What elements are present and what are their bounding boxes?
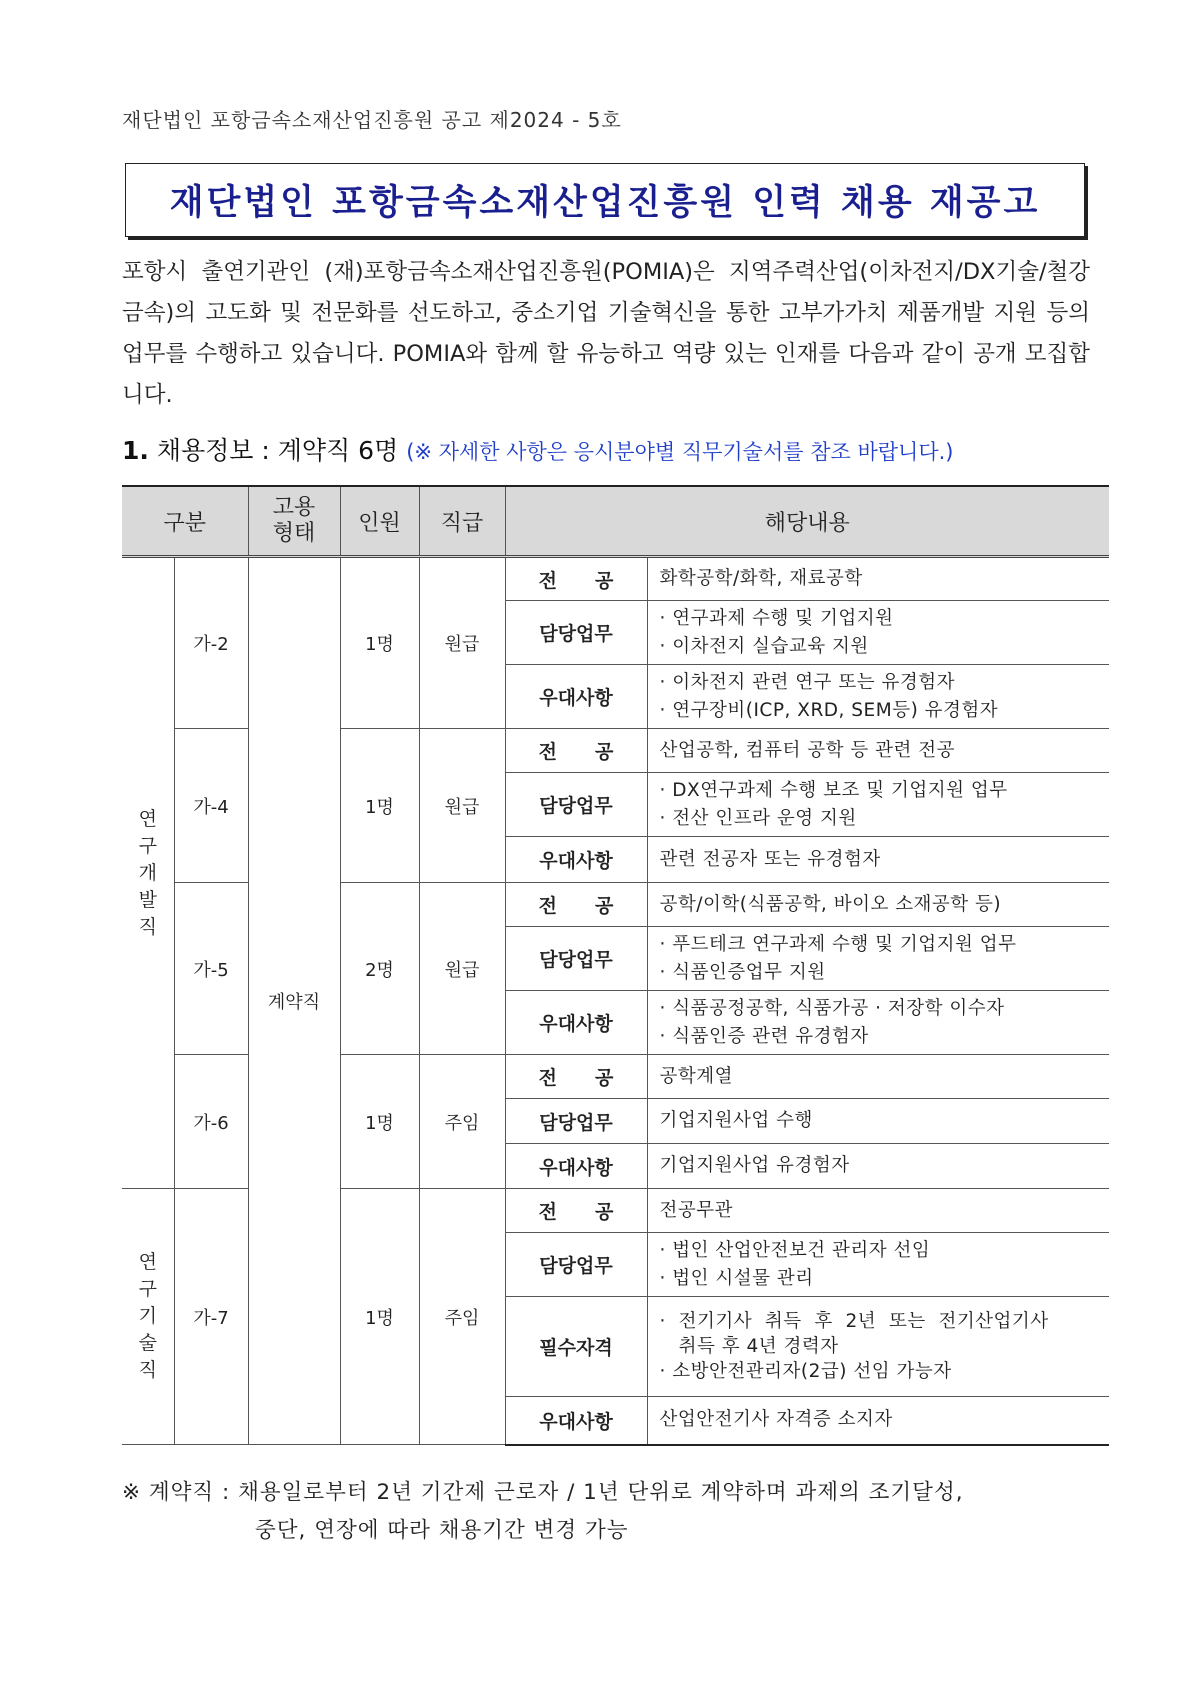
label-major: 전 공 [505, 557, 647, 601]
grade: 주임 [419, 1055, 505, 1189]
recruit-table [122, 485, 1109, 1446]
major-value: 산업공학, 컴퓨터 공학 등 관련 전공 [647, 729, 1109, 773]
grade: 원급 [419, 729, 505, 883]
table-row [122, 557, 1109, 601]
label-required: 필수자격 [505, 1297, 647, 1397]
notice-number: 재단법인 포항금속소재산업진흥원 공고 제2024 - 5호 [122, 108, 622, 132]
major-value: 공학계열 [647, 1055, 1109, 1099]
duties-value: · 푸드테크 연구과제 수행 및 기업지원 업무 · 식품인증업무 지원 [647, 927, 1109, 991]
label-duties: 담당업무 [505, 601, 647, 665]
label-duties: 담당업무 [505, 773, 647, 837]
position-code: 가-2 [174, 557, 248, 729]
header-category: 구분 [122, 486, 248, 557]
headcount: 1명 [340, 557, 419, 729]
headcount: 1명 [340, 1189, 419, 1445]
title-box [125, 163, 1085, 237]
label-preferred: 우대사항 [505, 837, 647, 883]
headcount: 1명 [340, 729, 419, 883]
label-major: 전 공 [505, 883, 647, 927]
grade: 주임 [419, 1189, 505, 1445]
required-value: · 전기기사 취득 후 2년 또는 전기산업기사 취득 후 4년 경력자 · 소방안전관리자(2급) 선임 가능자 [647, 1297, 1109, 1397]
header-details: 해당내용 [505, 486, 1109, 557]
label-preferred: 우대사항 [505, 991, 647, 1055]
label-preferred: 우대사항 [505, 1144, 647, 1189]
header-employment-type: 고용 형태 [248, 486, 340, 557]
intro-paragraph: 포항시 출연기관인 (재)포항금속소재산업진흥원(POMIA)은 지역주력산업(이차전지/DX기술/철강금속)의 고도화 및 전문화를 선도하고, 중소기업 기술혁신을 통한 고부가가치 제품개발 지원 등의 업무를 수행하고 있습니다. POMIA와 함께 할 유능하고 역량 있는 인재를 다음과 같이 공개 모집합니다. [122, 259, 1090, 408]
label-major: 전 공 [505, 1055, 647, 1099]
headcount: 1명 [340, 1055, 419, 1189]
label-preferred: 우대사항 [505, 665, 647, 729]
duties-value: · 연구과제 수행 및 기업지원 · 이차전지 실습교육 지원 [647, 601, 1109, 665]
preferred-value: 관련 전공자 또는 유경험자 [647, 837, 1109, 883]
label-duties: 담당업무 [505, 1099, 647, 1144]
preferred-value: 기업지원사업 유경험자 [647, 1144, 1109, 1189]
duties-value: 기업지원사업 수행 [647, 1099, 1109, 1144]
position-code: 가-7 [174, 1189, 248, 1445]
duties-value: · 법인 산업안전보건 관리자 선임 · 법인 시설물 관리 [647, 1233, 1109, 1297]
group-research-dev: 연 구 개 발 직 [122, 557, 174, 1189]
label-duties: 담당업무 [505, 1233, 647, 1297]
preferred-value: · 이차전지 관련 연구 또는 유경험자 · 연구장비(ICP, XRD, SEM등) 유경험자 [647, 665, 1109, 729]
employment-type: 계약직 [248, 557, 340, 1445]
label-preferred: 우대사항 [505, 1397, 647, 1445]
preferred-value: 산업안전기사 자격증 소지자 [647, 1397, 1109, 1445]
header-headcount: 인원 [340, 486, 419, 557]
page-title: 재단법인 포항금속소재산업진흥원 인력 채용 재공고 [169, 182, 1041, 223]
major-value: 전공무관 [647, 1189, 1109, 1233]
group-research-tech: 연 구 기 술 직 [122, 1189, 174, 1445]
position-code: 가-4 [174, 729, 248, 883]
label-major: 전 공 [505, 729, 647, 773]
section-note: (※ 자세한 사항은 응시분야별 직무기술서를 참조 바랍니다.) [406, 440, 954, 464]
preferred-value: · 식품공정공학, 식품가공 · 저장학 이수자 · 식품인증 관련 유경험자 [647, 991, 1109, 1055]
footnote-line-1: ※ 계약직 : 채용일로부터 2년 기간제 근로자 / 1년 단위로 계약하며 과제의 조기달성, [122, 1480, 964, 1505]
major-value: 화학공학/화학, 재료공학 [647, 557, 1109, 601]
position-code: 가-6 [174, 1055, 248, 1189]
headcount: 2명 [340, 883, 419, 1055]
grade: 원급 [419, 883, 505, 1055]
table-header-row [122, 486, 1109, 557]
section-title: 채용정보 : 계약직 6명 [156, 436, 399, 465]
duties-value: · DX연구과제 수행 보조 및 기업지원 업무 · 전산 인프라 운영 지원 [647, 773, 1109, 837]
position-code: 가-5 [174, 883, 248, 1055]
label-major: 전 공 [505, 1189, 647, 1233]
header-grade: 직급 [419, 486, 505, 557]
section-heading [122, 431, 953, 467]
footnote [122, 1474, 964, 1550]
section-number: 1. [122, 436, 149, 465]
grade: 원급 [419, 557, 505, 729]
label-duties: 담당업무 [505, 927, 647, 991]
major-value: 공학/이학(식품공학, 바이오 소재공학 등) [647, 883, 1109, 927]
footnote-line-2: 중단, 연장에 따라 채용기간 변경 가능 [255, 1518, 629, 1543]
